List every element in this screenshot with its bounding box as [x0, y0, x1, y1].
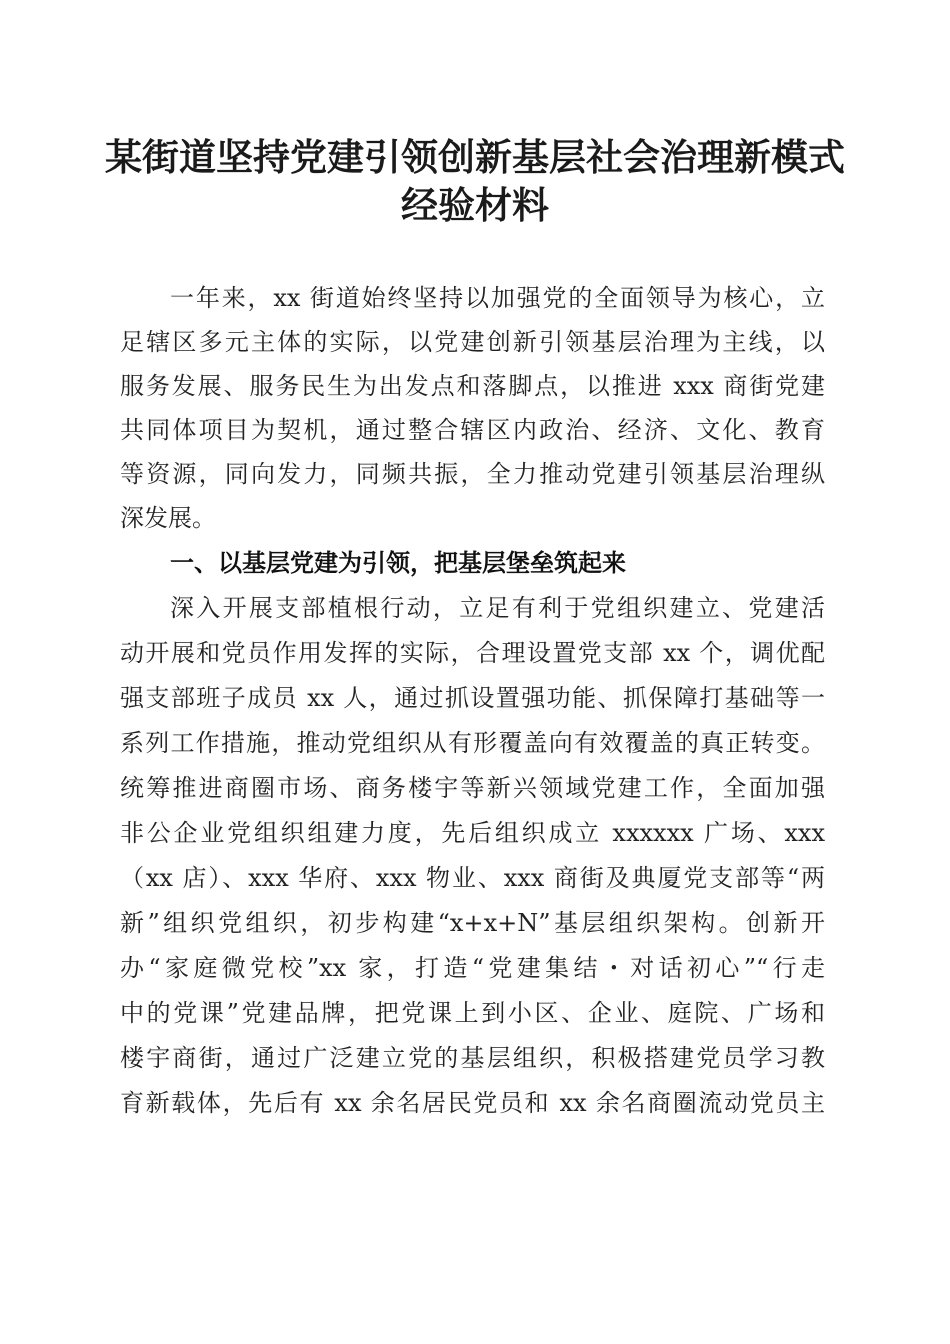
paragraph-line: 一年来，xx 街道始终坚持以加强党的全面领导为核心，立: [170, 284, 825, 312]
paragraph-line: 等资源，同向发力，同频共振，全力推动党建引领基层治理纵: [120, 460, 825, 488]
paragraph-line: 统筹推进商圈市场、商务楼宇等新兴领域党建工作，全面加强: [120, 774, 825, 802]
paragraph-line: 服务发展、服务民生为出发点和落脚点，以推进 xxx 商街党建: [120, 372, 825, 400]
paragraph-line: 楼宇商街，通过广泛建立党的基层组织，积极搭建党员学习教: [120, 1044, 825, 1072]
document-title-line-2: 经验材料: [401, 183, 549, 227]
paragraph-line: 办“家庭微党校”xx 家，打造“党建集结・对话初心”“行走: [120, 954, 825, 982]
paragraph-line: （xx 店）、xxx 华府、xxx 物业、xxx 商街及典厦党支部等“两: [120, 864, 825, 892]
paragraph-line: 系列工作措施，推动党组织从有形覆盖向有效覆盖的真正转变。: [120, 729, 825, 757]
paragraph-line: 动开展和党员作用发挥的实际，合理设置党支部 xx 个，调优配: [120, 639, 825, 667]
paragraph-line: 中的党课”党建品牌，把党课上到小区、企业、庭院、广场和: [120, 999, 825, 1027]
paragraph-line: 深发展。: [120, 504, 216, 532]
paragraph-line: 强支部班子成员 xx 人，通过抓设置强功能、抓保障打基础等一: [120, 684, 825, 712]
paragraph-line: 足辖区多元主体的实际，以党建创新引领基层治理为主线，以: [120, 328, 825, 356]
paragraph-line: 新”组织党组织，初步构建“x+x+N”基层组织架构。创新开: [120, 909, 825, 937]
document-title-line-1: 某街道坚持党建引领创新基层社会治理新模式: [105, 135, 845, 179]
section-heading: 一、以基层党建为引领，把基层堡垒筑起来: [170, 549, 626, 577]
paragraph-line: 非公企业党组织组建力度，先后组织成立 xxxxxx 广场、xxx: [120, 819, 825, 847]
paragraph-line: 深入开展支部植根行动，立足有利于党组织建立、党建活: [170, 594, 825, 622]
paragraph-line: 育新载体，先后有 xx 余名居民党员和 xx 余名商圈流动党员主: [120, 1089, 825, 1117]
paragraph-line: 共同体项目为契机，通过整合辖区内政治、经济、文化、教育: [120, 416, 825, 444]
